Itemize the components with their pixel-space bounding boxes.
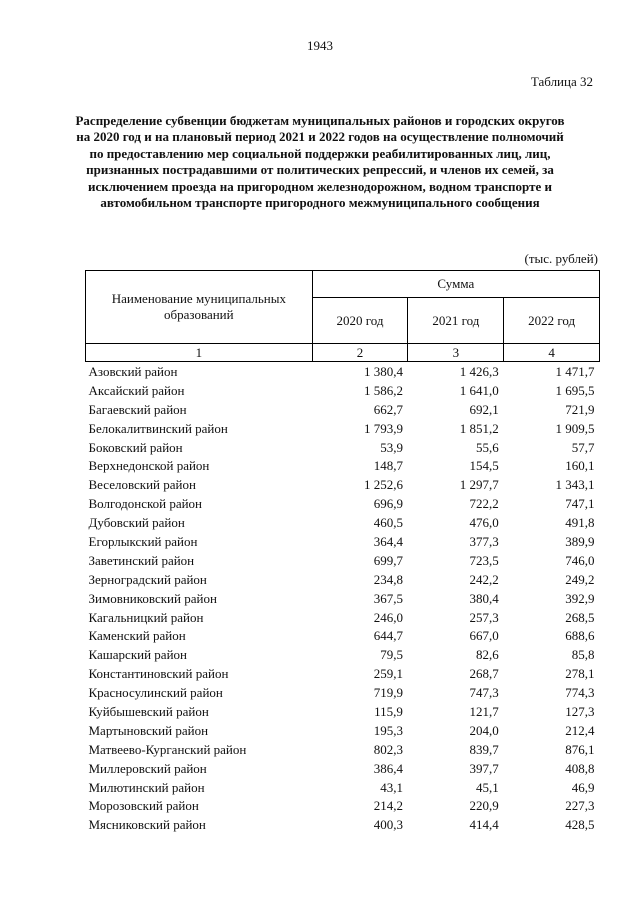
value-2021: 242,2: [469, 571, 499, 587]
table-row: [86, 645, 600, 664]
table-row: [86, 721, 600, 740]
district-name: Морозовский район: [88, 798, 199, 814]
value-2022: 249,2: [565, 571, 595, 587]
value-2022: 774,3: [565, 685, 595, 701]
district-name: Мартыновский район: [88, 722, 209, 738]
district-name: Кашарский район: [88, 647, 187, 663]
value-2022: 57,7: [571, 439, 595, 455]
value-2020: 1 380,4: [363, 363, 403, 379]
district-name: Дубовский район: [88, 515, 185, 531]
value-2020: 367,5: [373, 590, 403, 606]
district-name: Заветинский район: [88, 552, 195, 568]
value-2022: 127,3: [565, 703, 595, 719]
value-2021: 220,9: [469, 798, 499, 814]
table-label: Таблица 32: [530, 74, 593, 89]
district-name: Кагальницкий район: [88, 609, 204, 625]
header-year-2022: 2022 год: [504, 298, 600, 344]
value-2020: 115,9: [374, 703, 403, 719]
table-row: [86, 626, 600, 645]
value-2022: 876,1: [565, 741, 595, 757]
district-name: Матвеево-Курганский район: [88, 741, 247, 757]
district-name: Каменский район: [88, 628, 186, 644]
district-name: Милютинский район: [88, 779, 205, 795]
district-name: Мясниковский район: [88, 817, 206, 833]
table-row: [86, 740, 600, 759]
value-2021: 380,4: [469, 590, 499, 606]
value-2021: 1 297,7: [459, 477, 499, 493]
table-row: [86, 778, 600, 797]
district-name: Аксайский район: [88, 382, 185, 398]
header-year-2021: 2021 год: [408, 298, 504, 344]
header-name-column: Наименование муниципальных образований: [86, 271, 313, 344]
value-2021: 154,5: [469, 458, 499, 474]
value-2020: 79,5: [380, 647, 403, 663]
table-row: [86, 815, 600, 834]
table-row: [86, 664, 600, 683]
value-2021: 722,2: [469, 496, 499, 512]
value-2022: 160,1: [565, 458, 595, 474]
table-row: [86, 702, 600, 721]
value-2020: 400,3: [373, 817, 403, 833]
value-2020: 214,2: [373, 798, 403, 814]
value-2022: 428,5: [565, 817, 595, 833]
value-2020: 696,9: [373, 496, 403, 512]
page-number: 1943: [307, 38, 333, 53]
value-2022: 85,8: [571, 647, 595, 663]
value-2022: 747,1: [565, 496, 595, 512]
value-2020: 386,4: [373, 760, 403, 776]
value-2022: 46,9: [571, 779, 595, 795]
value-2020: 234,8: [373, 571, 403, 587]
table-row: [86, 456, 600, 475]
value-2020: 699,7: [373, 552, 403, 568]
table-row: [86, 589, 600, 608]
table-row: [86, 513, 600, 532]
value-2022: 1 343,1: [555, 477, 595, 493]
value-2022: 227,3: [565, 798, 595, 814]
district-name: Белокалитвинский район: [88, 420, 228, 436]
value-2020: 719,9: [373, 685, 403, 701]
column-number: 4: [504, 344, 600, 362]
value-2020: 43,1: [380, 779, 403, 795]
value-2021: 1 641,0: [459, 382, 499, 398]
table-row: [86, 419, 600, 438]
table-header: [86, 271, 600, 362]
units-label: (тыс. рублей): [524, 251, 598, 266]
district-name: Азовский район: [88, 363, 178, 379]
value-2021: 747,3: [469, 685, 499, 701]
value-2020: 259,1: [373, 666, 403, 682]
column-number: 3: [408, 344, 504, 362]
subvention-table: [85, 270, 600, 834]
value-2020: 53,9: [380, 439, 403, 455]
value-2020: 246,0: [373, 609, 403, 625]
value-2020: 1 793,9: [363, 420, 403, 436]
value-2021: 377,3: [469, 533, 499, 549]
value-2021: 204,0: [469, 722, 499, 738]
value-2022: 1 909,5: [555, 420, 595, 436]
column-number: 2: [312, 344, 408, 362]
district-name: Зимовниковский район: [88, 590, 217, 606]
value-2020: 148,7: [373, 458, 403, 474]
value-2021: 45,1: [475, 779, 499, 795]
value-2021: 1 851,2: [459, 420, 499, 436]
value-2022: 408,8: [565, 760, 595, 776]
header-year-2020: 2020 год: [312, 298, 408, 344]
table-row: [86, 796, 600, 815]
value-2020: 364,4: [373, 533, 403, 549]
value-2021: 839,7: [469, 741, 499, 757]
value-2020: 195,3: [373, 722, 403, 738]
district-name: Верхнедонской район: [88, 458, 210, 474]
value-2020: 1 252,6: [363, 477, 403, 493]
header-sum: Сумма: [312, 271, 599, 298]
value-2021: 397,7: [469, 760, 499, 776]
value-2022: 721,9: [565, 401, 595, 417]
value-2021: 414,4: [469, 817, 499, 833]
value-2022: 1 471,7: [555, 363, 595, 379]
value-2021: 268,7: [469, 666, 499, 682]
value-2022: 491,8: [565, 515, 595, 531]
table-row: [86, 608, 600, 627]
table-row: [86, 759, 600, 778]
table-row: [86, 570, 600, 589]
value-2021: 723,5: [469, 552, 499, 568]
district-name: Волгодонской район: [88, 496, 203, 512]
value-2022: 746,0: [565, 552, 595, 568]
column-number: 1: [86, 344, 313, 362]
district-name: Зерноградский район: [88, 571, 207, 587]
district-name: Багаевский район: [88, 401, 187, 417]
value-2021: 692,1: [469, 401, 499, 417]
district-name: Боковский район: [88, 439, 183, 455]
value-2021: 476,0: [469, 515, 499, 531]
value-2021: 257,3: [469, 609, 499, 625]
district-name: Миллеровский район: [88, 760, 207, 776]
table-title: Распределение субвенции бюджетам муниципальных районов и городских округов на 2020 год и на плановый период 2021 и 2022 годов на осуществление полномочий по предоставлению мер социальной поддержки реабилитированных лиц, лиц, признанных пострадавшими от политических репрессий, и членов их семей, за исключением проезда на пригородном железнодорожном, водном транспорте и автомобильном транспорте пригородного межмуниципального сообщения: [75, 113, 565, 211]
table-row: [86, 475, 600, 494]
value-2022: 1 695,5: [555, 382, 595, 398]
table-row: [86, 551, 600, 570]
district-name: Егорлыкский район: [88, 533, 198, 549]
district-name: Веселовский район: [88, 477, 196, 493]
value-2022: 278,1: [565, 666, 595, 682]
value-2021: 82,6: [475, 647, 499, 663]
district-name: Константиновский район: [88, 666, 229, 682]
value-2020: 802,3: [373, 741, 403, 757]
value-2021: 1 426,3: [459, 363, 499, 379]
value-2022: 392,9: [565, 590, 595, 606]
district-name: Красносулинский район: [88, 685, 223, 701]
table-row: [86, 438, 600, 457]
table-row: [86, 362, 600, 381]
value-2020: 460,5: [373, 515, 403, 531]
table-row: [86, 683, 600, 702]
value-2021: 55,6: [475, 439, 499, 455]
value-2022: 212,4: [565, 722, 595, 738]
table-row: [86, 532, 600, 551]
district-name: Куйбышевский район: [88, 703, 209, 719]
table-row: [86, 494, 600, 513]
value-2021: 121,7: [469, 703, 499, 719]
value-2020: 1 586,2: [363, 382, 403, 398]
table-body: [86, 362, 600, 835]
value-2022: 688,6: [565, 628, 595, 644]
value-2022: 389,9: [565, 533, 595, 549]
table-row: [86, 381, 600, 400]
value-2021: 667,0: [469, 628, 499, 644]
value-2022: 268,5: [565, 609, 595, 625]
table-row: [86, 400, 600, 419]
value-2020: 662,7: [373, 401, 403, 417]
value-2020: 644,7: [373, 628, 403, 644]
